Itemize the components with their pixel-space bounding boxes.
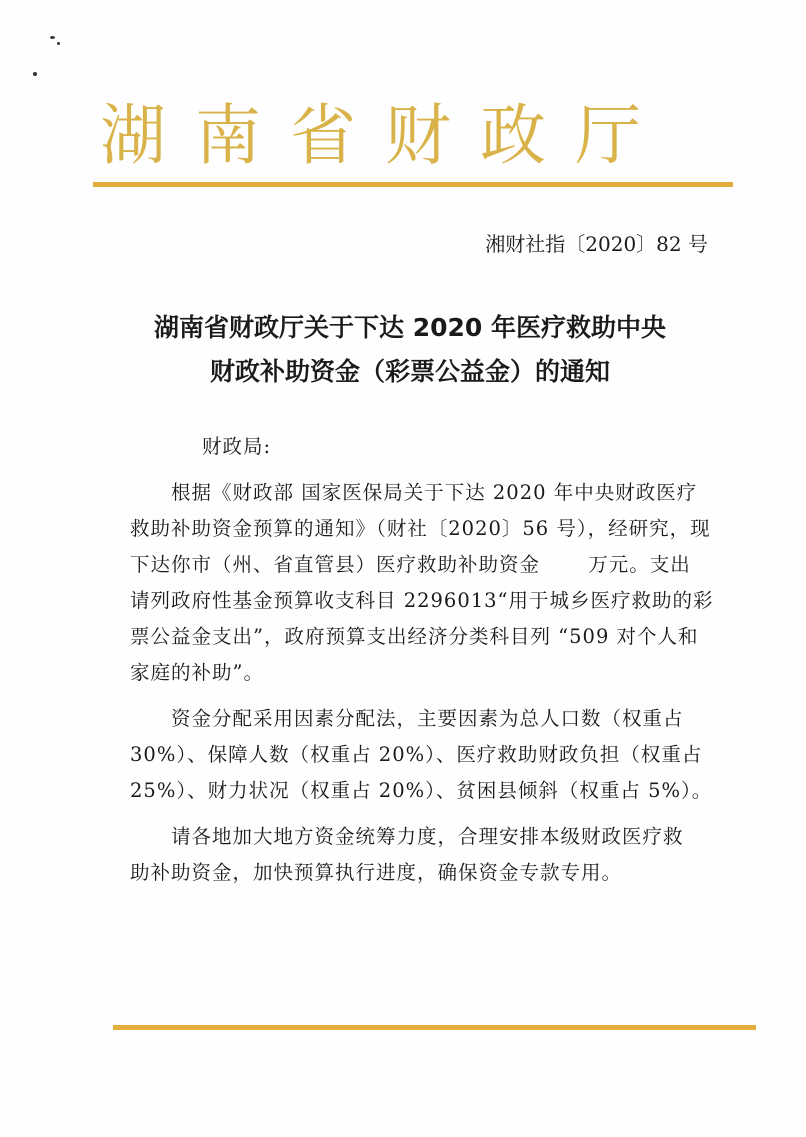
title-line-2: 财政补助资金（彩票公益金）的通知 <box>209 357 610 386</box>
paragraph-1 <box>130 475 716 691</box>
paragraph-line: 30%）、保障人数（权重占 20%）、医疗救助财政负担（权重占 <box>130 743 703 766</box>
paragraph-line: 下达你市（州、省直管县）医疗救助补助资金 万元。支出 <box>130 553 691 576</box>
paragraph-line: 救助补助资金预算的通知》（财社〔2020〕56 号），经研究，现 <box>130 517 711 540</box>
title-line-1: 湖南省财政厅关于下达 2020 年医疗救助中央 <box>154 313 666 342</box>
document-title <box>80 306 740 394</box>
document-number: 湘财社指〔2020〕82 号 <box>485 232 708 256</box>
paragraph-3 <box>130 819 716 891</box>
paragraph-line: 根据《财政部 国家医保局关于下达 2020 年中央财政医疗 <box>130 481 698 504</box>
paragraph-line: 家庭的补助”。 <box>130 661 264 684</box>
paragraph-line: 请各地加大地方资金统筹力度，合理安排本级财政医疗救 <box>130 825 684 848</box>
scan-speck <box>50 36 55 39</box>
scan-speck <box>33 72 37 76</box>
paragraph-line: 25%）、财力状况（权重占 20%）、贫困县倾斜（权重占 5%）。 <box>130 779 713 802</box>
paragraph-line: 请列政府性基金预算收支科目 2296013“用于城乡医疗救助的彩 <box>130 589 714 612</box>
salutation: 财政局: <box>202 435 272 458</box>
masthead-title: 湖南省财政厅 <box>100 97 670 174</box>
masthead-rule <box>93 182 733 187</box>
footer-rule <box>113 1025 756 1030</box>
document-body <box>130 429 716 891</box>
paragraph-line: 助补助资金，加快预算执行进度，确保资金专款专用。 <box>130 861 623 884</box>
paragraph-2 <box>130 701 716 809</box>
paragraph-line: 资金分配采用因素分配法，主要因素为总人口数（权重占 <box>130 707 684 730</box>
scan-speck <box>57 42 60 45</box>
paragraph-line: 票公益金支出”，政府预算支出经济分类科目列 “509 对个人和 <box>130 625 699 648</box>
